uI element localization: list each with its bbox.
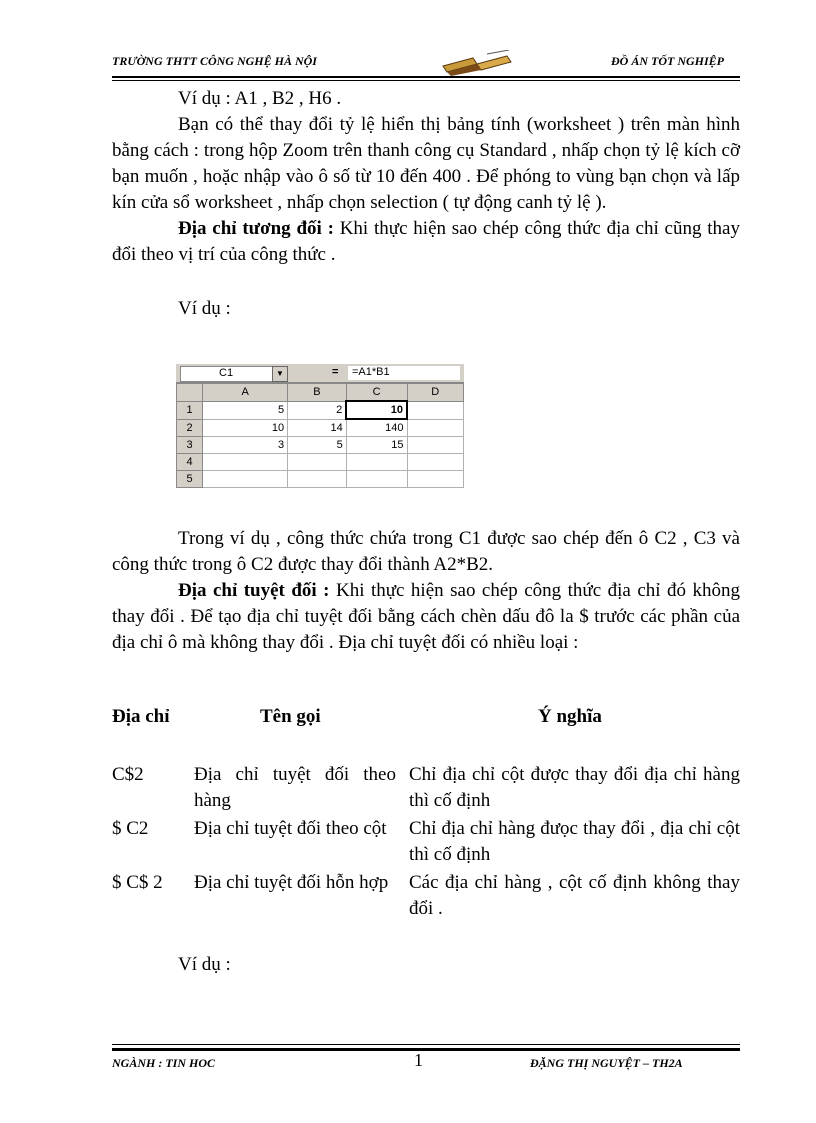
term-absolute: Địa chỉ tuyệt đối :: [178, 580, 330, 601]
header-school: TRƯỜNG THTT CÔNG NGHỆ HÀ NỘI: [112, 54, 317, 68]
dropdown-arrow-icon: ▼: [272, 366, 288, 382]
cell-grid: [176, 383, 464, 488]
header-rule: [112, 76, 740, 78]
name-box: C1: [180, 366, 276, 382]
table-row: 5: [177, 471, 464, 488]
open-book-icon: [437, 50, 517, 76]
paragraph-relative: Địa chỉ tương đối : Khi thực hiện sao chép công thức địa chỉ cũng thay đổi theo vị trí của công thức .: [112, 218, 740, 265]
footer-rule: [112, 1048, 740, 1051]
example-label-2: Ví dụ :: [178, 954, 231, 975]
body-text-3: [112, 952, 740, 978]
footer-major: NGÀNH : TIN HOC: [112, 1056, 216, 1070]
equals-sign: =: [332, 366, 339, 378]
footer-rule-thin: [112, 1044, 740, 1045]
paragraph-example: Trong ví dụ , công thức chứa trong C1 được sao chép đến ô C2 , C3 và công thức trong ô C2 được thay đổi thành A2*B2.: [112, 528, 740, 575]
page-header: [112, 52, 740, 72]
header-rule-thin: [112, 80, 740, 81]
spreadsheet-image: [176, 364, 464, 497]
footer-author: ĐẶNG THỊ NGUYỆT – TH2A: [530, 1056, 683, 1070]
example-label: Ví dụ :: [178, 298, 231, 319]
col-header-name: Tên gọi: [260, 706, 321, 727]
col-header-address: Địa chỉ: [112, 706, 170, 727]
column-header-row: A B C D: [177, 384, 464, 402]
col-header-meaning: Ý nghĩa: [538, 706, 602, 727]
table-row: 3 3 5 15: [177, 437, 464, 454]
formula-bar: [176, 364, 464, 383]
body-text: [112, 86, 740, 322]
table-row: 2 10 14 140: [177, 419, 464, 437]
paragraph-absolute: Địa chỉ tuyệt đối : Khi thực hiện sao chép công thức địa chỉ đó không thay đổi . Để tạo địa chỉ tuyệt đối bằng cách chèn dấu đô la $ trước các phần của địa chỉ ô mà không thay đổi . Địa chỉ tuyệt đối có nhiều loại :: [112, 580, 740, 653]
header-title: ĐỒ ÁN TỐT NGHIỆP: [611, 54, 724, 68]
paragraph-zoom: Bạn có thể thay đổi tỷ lệ hiển thị bảng tính (worksheet ) trên màn hình bằng cách : trong hộp Zoom trên thanh công cụ Standard , nhấp chọn tỷ lệ kích cỡ bạn muốn , hoặc nhập vào ô số từ 10 đến 400 . Để phóng to vùng bạn chọn và lấp kín cửa sổ worksheet , nhấp chọn selection ( tự động canh tỷ lệ ).: [112, 114, 740, 213]
body-text-2: [112, 526, 740, 656]
page-number: 1: [414, 1050, 423, 1070]
table-row: 1 5 2 10: [177, 401, 464, 419]
formula-box: =A1*B1: [348, 366, 460, 380]
table-row: 4: [177, 454, 464, 471]
example-line: Ví dụ : A1 , B2 , H6 .: [178, 88, 342, 109]
term-relative: Địa chỉ tương đối :: [178, 218, 334, 239]
